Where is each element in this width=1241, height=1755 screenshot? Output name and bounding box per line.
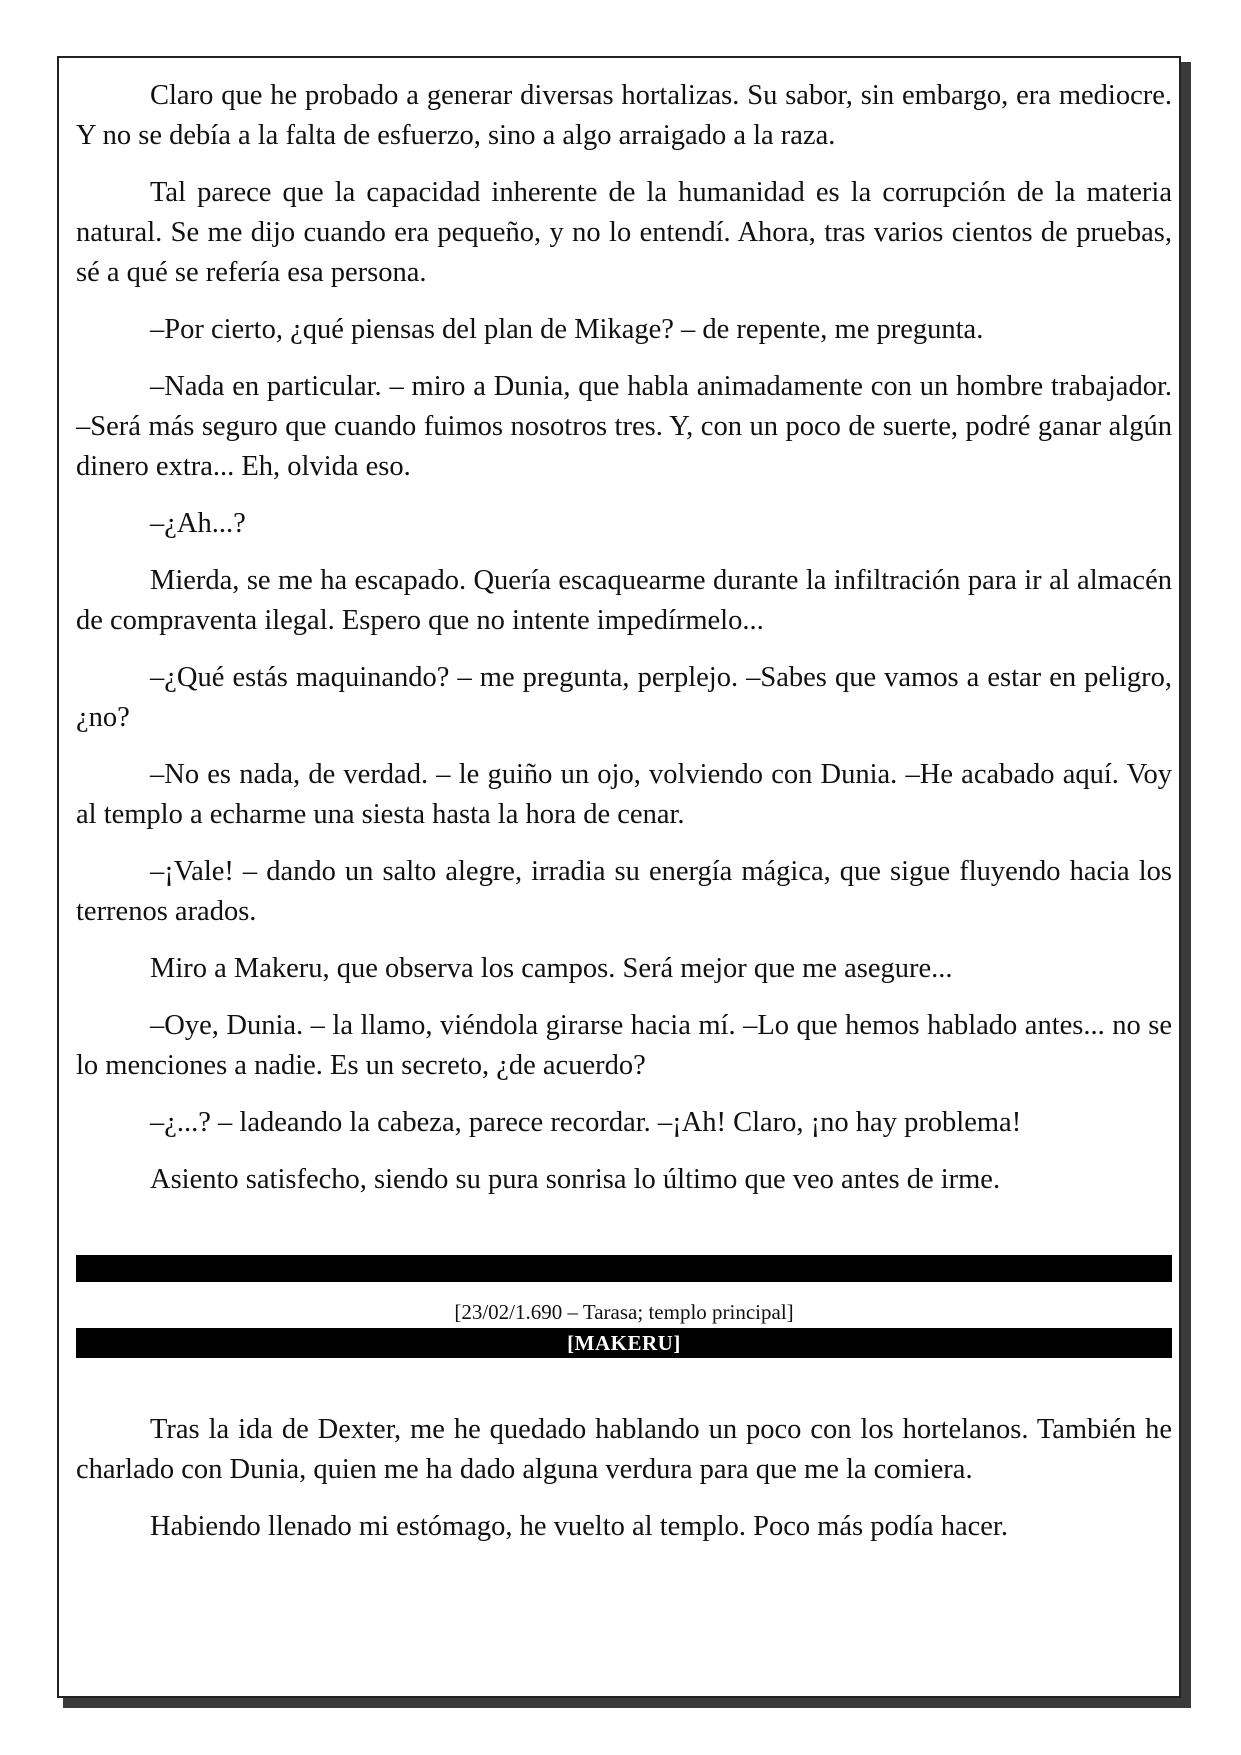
paragraph: Mierda, se me ha escapado. Quería escaquearme durante la infiltración para ir al almacén de compraventa ilegal. Espero que no intente impedírmelo...: [76, 565, 1172, 636]
paragraph: –Por cierto, ¿qué piensas del plan de Mikage? – de repente, me pregunta.: [150, 314, 984, 345]
paragraph: Tal parece que la capacidad inherente de la humanidad es la corrupción de la materia natural. Se me dijo cuando era pequeño, y no lo entendí. Ahora, tras varios cientos de pruebas, sé a qué se refería esa persona.: [76, 177, 1172, 288]
paragraph: –¿...? – ladeando la cabeza, parece recordar. –¡Ah! Claro, ¡no hay problema!: [150, 1107, 1022, 1138]
paragraph: –¡Vale! – dando un salto alegre, irradia su energía mágica, que sigue fluyendo hacia los terrenos arados.: [76, 856, 1172, 927]
paragraph: –¿Qué estás maquinando? – me pregunta, perplejo. –Sabes que vamos a estar en peligro, ¿no?: [76, 662, 1172, 733]
paragraph: Habiendo llenado mi estómago, he vuelto al templo. Poco más podía hacer.: [150, 1511, 1008, 1542]
paragraph: –¿Ah...?: [150, 508, 246, 539]
paragraph: –Nada en particular. – miro a Dunia, que habla animadamente con un hombre trabajador. –Será más seguro que cuando fuimos nosotros tres. Y, con un poco de suerte, podré ganar algún dinero extra... Eh, olvida eso.: [76, 371, 1172, 482]
paragraph: –Oye, Dunia. – la llamo, viéndola girarse hacia mí. –Lo que hemos hablado antes... no se lo menciones a nadie. Es un secreto, ¿de acuerdo?: [76, 1010, 1172, 1081]
paragraph: –No es nada, de verdad. – le guiño un ojo, volviendo con Dunia. –He acabado aquí. Voy al templo a echarme una siesta hasta la hora de cenar.: [76, 759, 1172, 830]
paragraph: Miro a Makeru, que observa los campos. Será mejor que me asegure...: [150, 953, 953, 984]
page-content: [76, 76, 1172, 1564]
section-spacer: [76, 1358, 1172, 1410]
paragraph: Tras la ida de Dexter, me he quedado hablando un poco con los hortelanos. También he charlado con Dunia, quien me ha dado alguna verdura para que me la comiera.: [76, 1414, 1172, 1485]
section-spacer: [76, 1217, 1172, 1255]
page-frame: [57, 56, 1181, 1698]
scene-date-location: [23/02/1.690 – Tarasa; templo principal]: [454, 1300, 794, 1324]
paragraph: Asiento satisfecho, siendo su pura sonrisa lo último que veo antes de irme.: [150, 1164, 1001, 1195]
scene-character-banner: [MAKERU]: [76, 1328, 1172, 1358]
paragraph: Claro que he probado a generar diversas hortalizas. Su sabor, sin embargo, era mediocre. Y no se debía a la falta de esfuerzo, sino a algo arraigado a la raza.: [76, 80, 1172, 151]
scene-break-bar: [76, 1255, 1172, 1282]
